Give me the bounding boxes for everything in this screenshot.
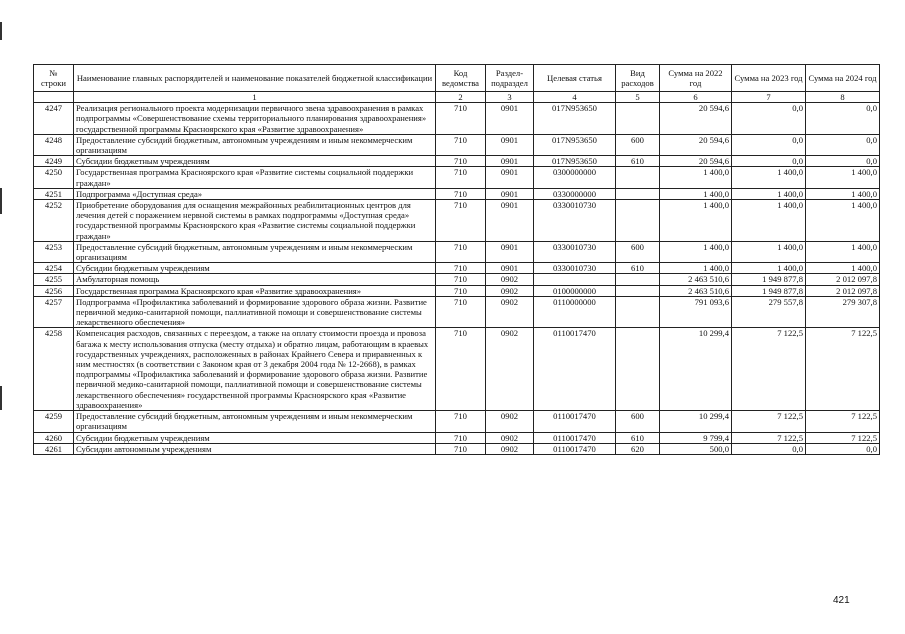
row-department-code-cell: 710 [436, 443, 486, 454]
row-sum-2024-cell: 2 012 097,8 [806, 285, 880, 296]
header-sum-2023: Сумма на 2023 год [732, 65, 806, 92]
row-section-cell: 0901 [486, 241, 534, 262]
row-sum-2023-cell: 1 400,0 [732, 188, 806, 199]
numbering-cell: 1 [74, 92, 436, 103]
row-sum-2023-cell: 7 122,5 [732, 432, 806, 443]
row-section-cell: 0902 [486, 411, 534, 432]
table-row [34, 241, 880, 262]
row-sum-2022-cell: 1 400,0 [660, 263, 732, 274]
row-sum-2022-cell: 1 400,0 [660, 241, 732, 262]
row-sum-2023-cell: 0,0 [732, 156, 806, 167]
row-department-code-cell: 710 [436, 103, 486, 135]
row-sum-2023-cell: 1 400,0 [732, 167, 806, 188]
row-sum-2024-cell: 2 012 097,8 [806, 274, 880, 285]
row-name-cell: Компенсация расходов, связанных с переездом, а также на оплату стоимости проезда и провоза багажа к месту использования отпуска (месту отдыха) и обратно лицам, работающим в краевых государственных учреждениях, расположенных в районах Крайнего Севера и приравненных к ним местностях (в соответствии с Законом края от 3 декабря 2004 года № 12-2668), в рамках подпрограммы «Профилактика заболеваний и формирование здорового образа жизни. Развитие первичной медико-санитарной помощи, паллиативной помощи и совершенствование системы лекарственного обеспечения» государственной программы Красноярского края «Развитие здравоохранения» [74, 328, 436, 411]
table-row [34, 411, 880, 432]
page-number: 421 [833, 595, 850, 606]
row-target-article-cell: 0100000000 [534, 285, 616, 296]
row-sum-2022-cell: 2 463 510,6 [660, 274, 732, 285]
row-section-cell: 0901 [486, 103, 534, 135]
row-number-cell: 4252 [34, 200, 74, 242]
row-sum-2022-cell: 1 400,0 [660, 167, 732, 188]
row-sum-2024-cell: 0,0 [806, 443, 880, 454]
row-number-cell: 4253 [34, 241, 74, 262]
scan-edge-mark [0, 386, 2, 410]
header-row-number: № строки [34, 65, 74, 92]
row-name-cell: Амбулаторная помощь [74, 274, 436, 285]
row-sum-2023-cell: 1 949 877,8 [732, 274, 806, 285]
row-name-cell: Подпрограмма «Доступная среда» [74, 188, 436, 199]
row-expense-type-cell [616, 167, 660, 188]
row-expense-type-cell [616, 103, 660, 135]
row-sum-2023-cell: 1 400,0 [732, 200, 806, 242]
row-sum-2023-cell: 279 557,8 [732, 296, 806, 328]
row-expense-type-cell: 620 [616, 443, 660, 454]
table-row [34, 103, 880, 135]
row-department-code-cell: 710 [436, 411, 486, 432]
row-sum-2024-cell: 1 400,0 [806, 167, 880, 188]
row-target-article-cell [534, 274, 616, 285]
row-department-code-cell: 710 [436, 263, 486, 274]
row-number-cell: 4259 [34, 411, 74, 432]
row-number-cell: 4255 [34, 274, 74, 285]
numbering-cell: 7 [732, 92, 806, 103]
row-sum-2023-cell: 0,0 [732, 103, 806, 135]
numbering-cell: 5 [616, 92, 660, 103]
scan-edge-mark [0, 22, 2, 40]
row-sum-2023-cell: 1 949 877,8 [732, 285, 806, 296]
row-name-cell: Субсидии бюджетным учреждениям [74, 156, 436, 167]
row-name-cell: Подпрограмма «Профилактика заболеваний и формирование здорового образа жизни. Развитие первичной медико-санитарной помощи, паллиативной помощи и совершенствование системы лекарственного обеспечения» [74, 296, 436, 328]
row-section-cell: 0901 [486, 200, 534, 242]
row-sum-2023-cell: 0,0 [732, 443, 806, 454]
row-department-code-cell: 710 [436, 188, 486, 199]
row-section-cell: 0902 [486, 328, 534, 411]
row-number-cell: 4260 [34, 432, 74, 443]
table-row [34, 167, 880, 188]
row-number-cell: 4261 [34, 443, 74, 454]
table-row [34, 200, 880, 242]
row-section-cell: 0902 [486, 443, 534, 454]
row-department-code-cell: 710 [436, 274, 486, 285]
header-name: Наименование главных распорядителей и наименование показателей бюджетной классификации [74, 65, 436, 92]
row-number-cell: 4258 [34, 328, 74, 411]
row-number-cell: 4250 [34, 167, 74, 188]
row-target-article-cell: 0330000000 [534, 188, 616, 199]
numbering-cell: 2 [436, 92, 486, 103]
row-number-cell: 4256 [34, 285, 74, 296]
row-target-article-cell: 0110017470 [534, 411, 616, 432]
row-expense-type-cell: 610 [616, 156, 660, 167]
row-sum-2024-cell: 1 400,0 [806, 200, 880, 242]
row-sum-2024-cell: 0,0 [806, 103, 880, 135]
row-sum-2024-cell: 1 400,0 [806, 263, 880, 274]
row-department-code-cell: 710 [436, 328, 486, 411]
row-sum-2024-cell: 1 400,0 [806, 188, 880, 199]
numbering-cell: 3 [486, 92, 534, 103]
row-sum-2022-cell: 10 299,4 [660, 328, 732, 411]
header-sum-2024: Сумма на 2024 год [806, 65, 880, 92]
row-number-cell: 4247 [34, 103, 74, 135]
row-name-cell: Предоставление субсидий бюджетным, автономным учреждениям и иным некоммерческим организациям [74, 134, 436, 155]
row-sum-2023-cell: 1 400,0 [732, 263, 806, 274]
header-sum-2022: Сумма на 2022 год [660, 65, 732, 92]
row-sum-2022-cell: 9 799,4 [660, 432, 732, 443]
row-name-cell: Реализация регионального проекта модернизации первичного звена здравоохранения в рамках подпрограммы «Совершенствование схемы территориального планирования здравоохранения» государственной программы Красноярского края «Развитие здравоохранения» [74, 103, 436, 135]
row-sum-2023-cell: 1 400,0 [732, 241, 806, 262]
row-department-code-cell: 710 [436, 285, 486, 296]
row-section-cell: 0902 [486, 296, 534, 328]
row-department-code-cell: 710 [436, 156, 486, 167]
row-sum-2024-cell: 7 122,5 [806, 411, 880, 432]
numbering-empty-cell [34, 92, 74, 103]
numbering-cell: 4 [534, 92, 616, 103]
row-sum-2024-cell: 1 400,0 [806, 241, 880, 262]
row-expense-type-cell: 610 [616, 432, 660, 443]
row-sum-2024-cell: 0,0 [806, 134, 880, 155]
row-target-article-cell: 0110000000 [534, 296, 616, 328]
column-numbering-row [34, 92, 880, 103]
row-sum-2022-cell: 20 594,6 [660, 156, 732, 167]
numbering-cell: 6 [660, 92, 732, 103]
row-department-code-cell: 710 [436, 296, 486, 328]
row-target-article-cell: 0330010730 [534, 263, 616, 274]
table-row [34, 432, 880, 443]
table-row [34, 328, 880, 411]
row-target-article-cell: 0300000000 [534, 167, 616, 188]
row-expense-type-cell [616, 200, 660, 242]
row-expense-type-cell: 610 [616, 263, 660, 274]
row-sum-2023-cell: 7 122,5 [732, 411, 806, 432]
table-row [34, 274, 880, 285]
row-department-code-cell: 710 [436, 432, 486, 443]
row-section-cell: 0901 [486, 134, 534, 155]
table-row [34, 285, 880, 296]
row-target-article-cell: 0330010730 [534, 241, 616, 262]
row-expense-type-cell: 600 [616, 134, 660, 155]
row-expense-type-cell [616, 328, 660, 411]
table-row [34, 443, 880, 454]
header-section: Раздел-подраздел [486, 65, 534, 92]
row-expense-type-cell [616, 285, 660, 296]
row-sum-2023-cell: 0,0 [732, 134, 806, 155]
row-section-cell: 0902 [486, 274, 534, 285]
row-target-article-cell: 0110017470 [534, 432, 616, 443]
budget-table [33, 64, 880, 455]
row-sum-2022-cell: 20 594,6 [660, 103, 732, 135]
row-sum-2022-cell: 1 400,0 [660, 200, 732, 242]
row-sum-2022-cell: 20 594,6 [660, 134, 732, 155]
row-target-article-cell: 017N953650 [534, 134, 616, 155]
row-section-cell: 0902 [486, 432, 534, 443]
row-name-cell: Субсидии бюджетным учреждениям [74, 432, 436, 443]
table-body [34, 103, 880, 455]
header-expense-type: Вид расходов [616, 65, 660, 92]
row-sum-2024-cell: 0,0 [806, 156, 880, 167]
header-target-article: Целевая статья [534, 65, 616, 92]
row-sum-2024-cell: 7 122,5 [806, 328, 880, 411]
row-name-cell: Государственная программа Красноярского края «Развитие здравоохранения» [74, 285, 436, 296]
row-name-cell: Субсидии бюджетным учреждениям [74, 263, 436, 274]
row-department-code-cell: 710 [436, 200, 486, 242]
numbering-cell: 8 [806, 92, 880, 103]
row-sum-2024-cell: 279 307,8 [806, 296, 880, 328]
row-target-article-cell: 0330010730 [534, 200, 616, 242]
table-row [34, 263, 880, 274]
row-number-cell: 4251 [34, 188, 74, 199]
row-name-cell: Предоставление субсидий бюджетным, автономным учреждениям и иным некоммерческим организациям [74, 241, 436, 262]
row-section-cell: 0901 [486, 156, 534, 167]
table-row [34, 188, 880, 199]
header-department-code: Код ведомства [436, 65, 486, 92]
table-row [34, 134, 880, 155]
row-expense-type-cell [616, 188, 660, 199]
row-name-cell: Государственная программа Красноярского края «Развитие системы социальной поддержки граждан» [74, 167, 436, 188]
row-name-cell: Субсидии автономным учреждениям [74, 443, 436, 454]
row-department-code-cell: 710 [436, 241, 486, 262]
row-sum-2022-cell: 10 299,4 [660, 411, 732, 432]
row-name-cell: Приобретение оборудования для оснащения межрайонных реабилитационных центров для лечения детей с поражением нервной системы в рамках подпрограммы «Доступная среда» государственной программы Красноярского края «Развитие системы социальной поддержки граждан» [74, 200, 436, 242]
row-number-cell: 4254 [34, 263, 74, 274]
row-expense-type-cell [616, 296, 660, 328]
row-section-cell: 0902 [486, 285, 534, 296]
header-row [34, 65, 880, 92]
row-department-code-cell: 710 [436, 134, 486, 155]
row-expense-type-cell: 600 [616, 411, 660, 432]
row-sum-2022-cell: 500,0 [660, 443, 732, 454]
row-sum-2022-cell: 2 463 510,6 [660, 285, 732, 296]
row-section-cell: 0901 [486, 167, 534, 188]
row-expense-type-cell [616, 274, 660, 285]
row-target-article-cell: 017N953650 [534, 156, 616, 167]
row-target-article-cell: 017N953650 [534, 103, 616, 135]
row-sum-2022-cell: 791 093,6 [660, 296, 732, 328]
row-name-cell: Предоставление субсидий бюджетным, автономным учреждениям и иным некоммерческим организациям [74, 411, 436, 432]
row-sum-2023-cell: 7 122,5 [732, 328, 806, 411]
table-row [34, 156, 880, 167]
row-sum-2024-cell: 7 122,5 [806, 432, 880, 443]
row-department-code-cell: 710 [436, 167, 486, 188]
row-number-cell: 4257 [34, 296, 74, 328]
row-number-cell: 4248 [34, 134, 74, 155]
table-row [34, 296, 880, 328]
row-target-article-cell: 0110017470 [534, 328, 616, 411]
row-expense-type-cell: 600 [616, 241, 660, 262]
row-sum-2022-cell: 1 400,0 [660, 188, 732, 199]
row-target-article-cell: 0110017470 [534, 443, 616, 454]
row-number-cell: 4249 [34, 156, 74, 167]
row-section-cell: 0901 [486, 263, 534, 274]
budget-table-container [33, 64, 879, 455]
row-section-cell: 0901 [486, 188, 534, 199]
scan-edge-mark [0, 188, 2, 214]
